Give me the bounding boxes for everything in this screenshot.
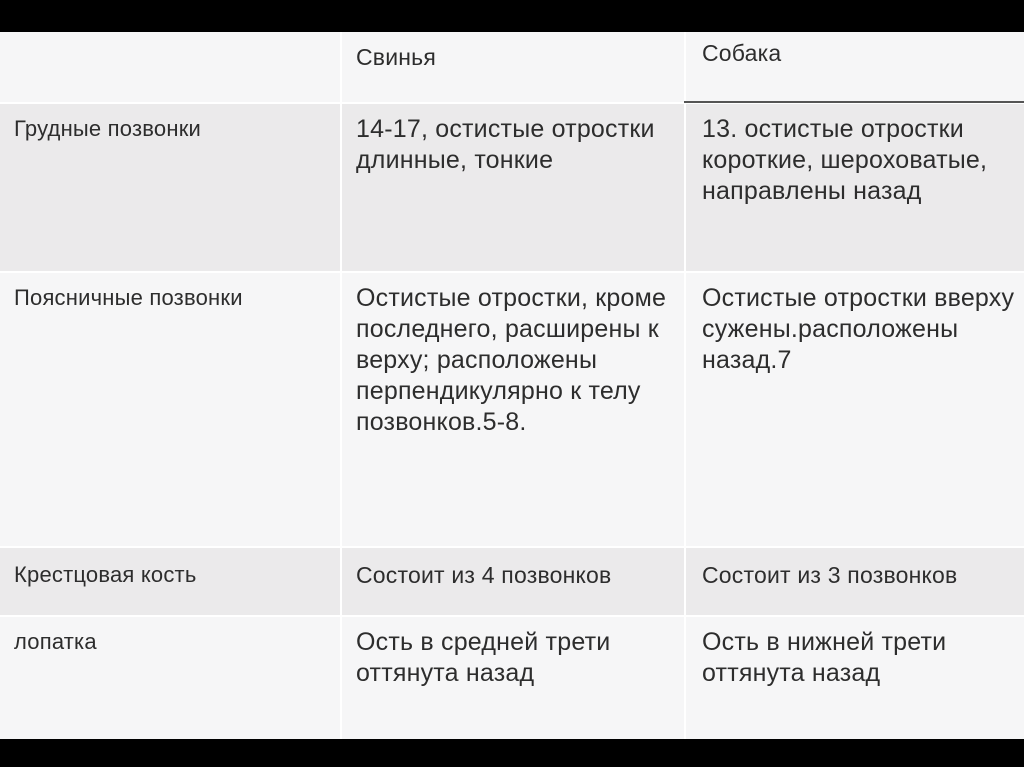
dog-cell: [685, 616, 1024, 742]
table-row: [0, 272, 1024, 547]
dog-lumbar-text: Остистые отростки вверху сужены.расположены назад.7: [702, 284, 1015, 374]
header-cell-dog: [685, 32, 1024, 103]
header-dog-text: Собака: [702, 40, 782, 66]
dog-cell: [685, 272, 1024, 547]
dog-sacrum-text: Состоит из 3 позвонков: [702, 562, 958, 588]
row-label-cell: [0, 272, 341, 547]
table-row: [0, 547, 1024, 616]
header-cell-pig: [341, 32, 685, 103]
header-underline: [684, 101, 1024, 103]
table-header-row: [0, 32, 1024, 103]
dog-cell: [685, 547, 1024, 616]
pig-thoracic-text: 14-17, остистые отростки длинные, тонкие: [356, 115, 655, 174]
pig-cell: [341, 272, 685, 547]
bottom-letterbox: [0, 739, 1024, 767]
pig-cell: [341, 103, 685, 272]
pig-cell: [341, 547, 685, 616]
table-row: [0, 103, 1024, 272]
comparison-table: [0, 32, 1024, 743]
comparison-slide: [0, 32, 1024, 739]
row-label-cell: [0, 616, 341, 742]
row-label-scapula: лопатка: [14, 629, 97, 654]
pig-cell: [341, 616, 685, 742]
row-label-sacrum: Крестцовая кость: [14, 562, 197, 587]
top-letterbox: [0, 0, 1024, 32]
dog-cell: [685, 103, 1024, 272]
row-label-thoracic: Грудные позвонки: [14, 116, 202, 141]
header-cell-empty: [0, 32, 341, 103]
pig-lumbar-text: Остистые отростки, кроме последнего, расширены к верху; расположены перпендикулярно к телу позвонков.5-8.: [356, 284, 667, 436]
header-pig-text: Свинья: [356, 44, 437, 70]
pig-sacrum-text: Состоит из 4 позвонков: [356, 562, 612, 588]
row-label-lumbar: Поясничные позвонки: [14, 285, 243, 310]
row-label-cell: [0, 103, 341, 272]
dog-scapula-text: Ость в нижней трети оттянута назад: [702, 628, 947, 687]
table-row: [0, 616, 1024, 742]
pig-scapula-text: Ость в средней трети оттянута назад: [356, 628, 611, 687]
header-col1-text: [0, 32, 340, 42]
dog-thoracic-text: 13. остистые отростки короткие, шероховатые, направлены назад: [702, 115, 988, 205]
row-label-cell: [0, 547, 341, 616]
